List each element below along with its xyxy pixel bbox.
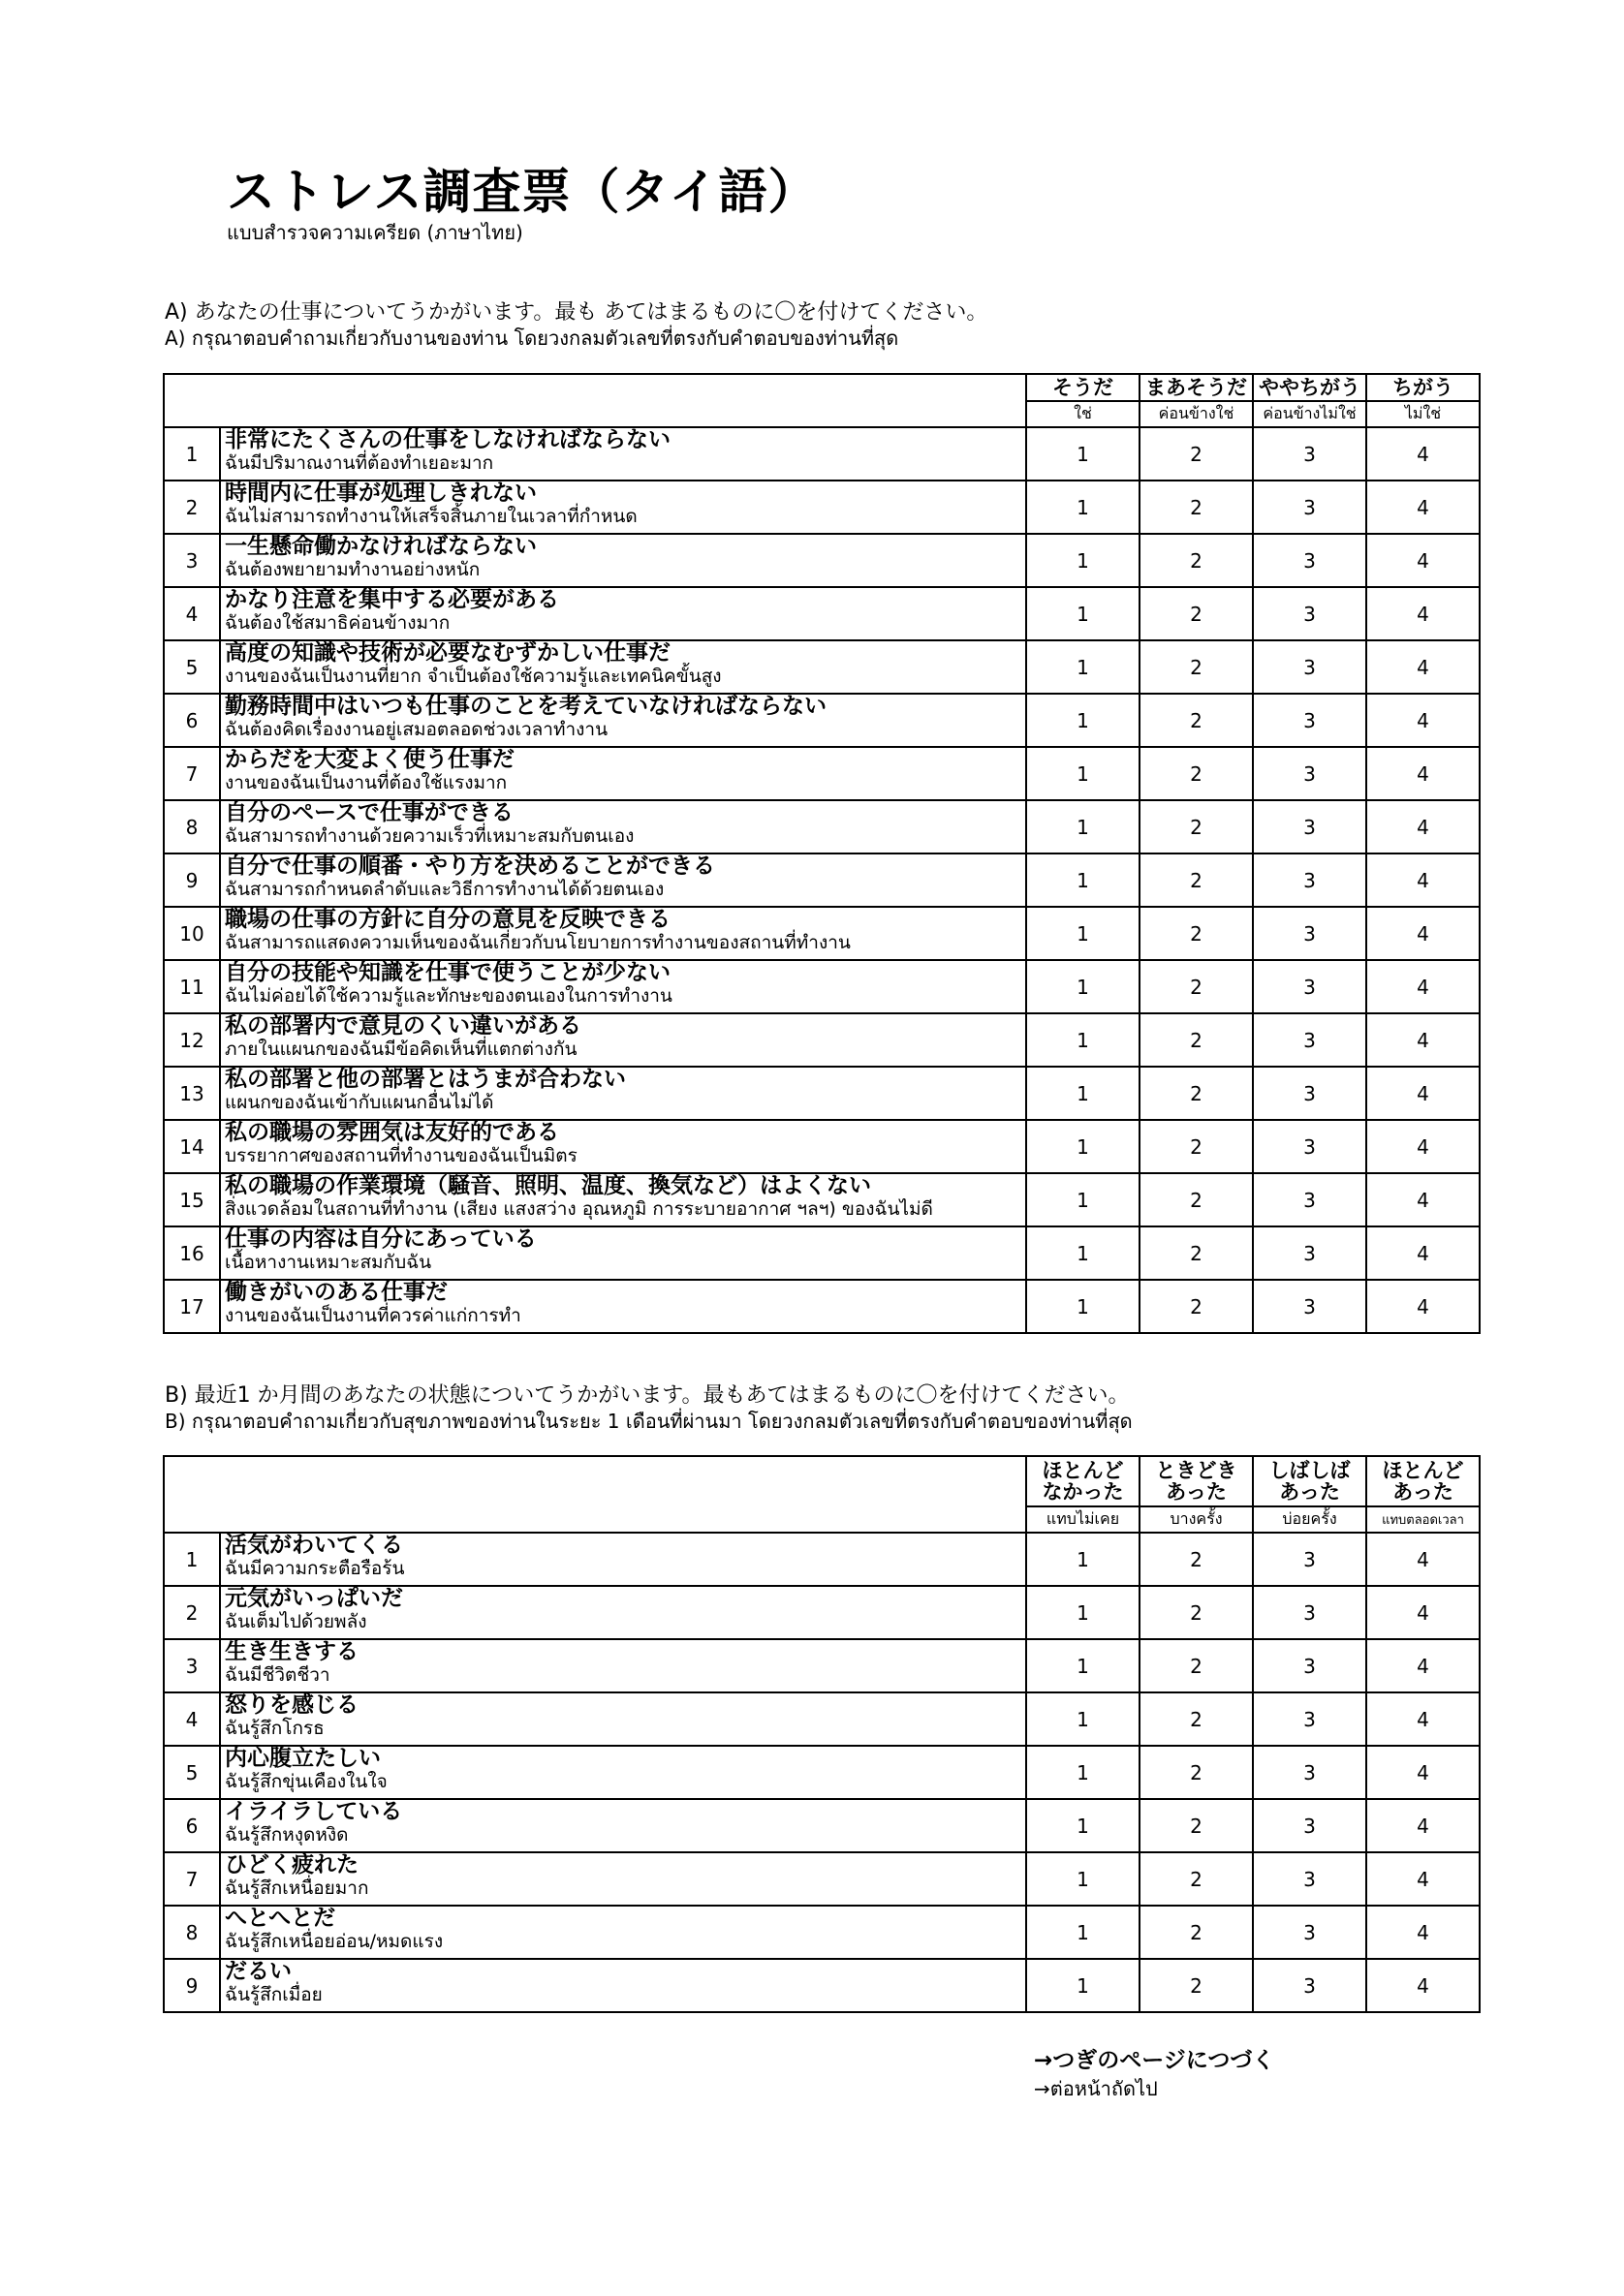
question-number: 8 xyxy=(164,800,220,853)
question-number: 9 xyxy=(164,853,220,907)
question-row xyxy=(164,853,1480,907)
answer-option-1[interactable]: 1 xyxy=(1026,1959,1140,2012)
answer-option-2[interactable]: 2 xyxy=(1140,1533,1253,1586)
answer-option-2[interactable]: 2 xyxy=(1140,427,1253,481)
answer-option-1[interactable]: 1 xyxy=(1026,960,1140,1013)
answer-option-1[interactable]: 1 xyxy=(1026,481,1140,534)
question-number: 2 xyxy=(164,1586,220,1639)
question-number: 5 xyxy=(164,640,220,694)
question-text xyxy=(220,1959,1026,2012)
answer-option-1[interactable]: 1 xyxy=(1026,1226,1140,1280)
answer-option-2[interactable]: 2 xyxy=(1140,1013,1253,1067)
answer-option-1[interactable]: 1 xyxy=(1026,800,1140,853)
answer-option-1[interactable]: 1 xyxy=(1026,534,1140,587)
question-text-jp: 私の部署と他の部署とはうまが合わない xyxy=(225,1067,626,1092)
answer-option-3[interactable]: 3 xyxy=(1253,1959,1366,2012)
question-text xyxy=(220,1692,1026,1746)
header-th: บ่อยครั้ง xyxy=(1253,1506,1366,1533)
footer-continue-jp: →つぎのページにつづく xyxy=(1034,2048,1275,2073)
answer-option-2[interactable]: 2 xyxy=(1140,960,1253,1013)
answer-option-4[interactable]: 4 xyxy=(1366,1280,1480,1333)
answer-option-4[interactable]: 4 xyxy=(1366,1226,1480,1280)
header-th: ค่อนข้างใช่ xyxy=(1140,401,1253,427)
question-text-th: ฉันสามารถกำหนดลำดับและวิธีการทำงานได้ด้วยตนเอง xyxy=(225,879,665,900)
answer-option-4[interactable]: 4 xyxy=(1366,907,1480,960)
question-number: 6 xyxy=(164,1799,220,1852)
answer-option-2[interactable]: 2 xyxy=(1140,1067,1253,1120)
answer-option-4[interactable]: 4 xyxy=(1366,1639,1480,1692)
question-row xyxy=(164,1799,1480,1852)
question-text-jp: 勤務時間中はいつも仕事のことを考えていなければならない xyxy=(225,694,827,719)
question-row xyxy=(164,747,1480,800)
question-text xyxy=(220,1586,1026,1639)
question-text-jp: 私の部署内で意見のくい違いがある xyxy=(225,1013,581,1039)
answer-option-3[interactable]: 3 xyxy=(1253,427,1366,481)
header-th: แทบตลอดเวลา xyxy=(1366,1506,1480,1533)
question-text xyxy=(220,747,1026,800)
answer-option-1[interactable]: 1 xyxy=(1026,853,1140,907)
section-a-table xyxy=(163,373,1481,1334)
question-text xyxy=(220,960,1026,1013)
question-number: 4 xyxy=(164,587,220,640)
question-text-th: ฉันสามารถแสดงความเห็นของฉันเกี่ยวกับนโยบายการทำงานของสถานที่ทำงาน xyxy=(225,932,851,953)
answer-option-4[interactable]: 4 xyxy=(1366,1852,1480,1906)
question-text-jp: ひどく疲れた xyxy=(225,1852,359,1877)
question-text-th: ภายในแผนกของฉันมีข้อคิดเห็นที่แตกต่างกัน xyxy=(225,1039,578,1060)
question-number: 2 xyxy=(164,481,220,534)
question-number: 11 xyxy=(164,960,220,1013)
question-text-th: ฉันเต็มไปด้วยพลัง xyxy=(225,1611,367,1632)
question-text xyxy=(220,1533,1026,1586)
question-text xyxy=(220,534,1026,587)
answer-option-3[interactable]: 3 xyxy=(1253,534,1366,587)
question-number: 16 xyxy=(164,1226,220,1280)
question-text-jp: 内心腹立たしい xyxy=(225,1746,381,1771)
question-row xyxy=(164,534,1480,587)
question-text-jp: 私の職場の作業環境（騒音、照明、温度、換気など）はよくない xyxy=(225,1173,871,1198)
question-text-th: ฉันรู้สึกเมื่อย xyxy=(225,1984,323,2005)
question-text-jp: だるい xyxy=(225,1959,292,1984)
answer-option-3[interactable]: 3 xyxy=(1253,800,1366,853)
question-text-jp: 自分のペースで仕事ができる xyxy=(225,800,514,825)
header-jp: ほとんど なかった xyxy=(1026,1456,1140,1506)
question-text xyxy=(220,1639,1026,1692)
question-number: 7 xyxy=(164,1852,220,1906)
answer-option-2[interactable]: 2 xyxy=(1140,800,1253,853)
question-number: 7 xyxy=(164,747,220,800)
answer-option-3[interactable]: 3 xyxy=(1253,853,1366,907)
question-text-jp: 仕事の内容は自分にあっている xyxy=(225,1226,537,1252)
answer-option-1[interactable]: 1 xyxy=(1026,1533,1140,1586)
answer-option-3[interactable]: 3 xyxy=(1253,960,1366,1013)
question-row xyxy=(164,1120,1480,1173)
question-text xyxy=(220,1120,1026,1173)
question-text xyxy=(220,1226,1026,1280)
question-text-jp: 高度の知識や技術が必要なむずかしい仕事だ xyxy=(225,640,671,666)
question-number: 12 xyxy=(164,1013,220,1067)
answer-option-1[interactable]: 1 xyxy=(1026,1692,1140,1746)
answer-option-1[interactable]: 1 xyxy=(1026,907,1140,960)
answer-option-4[interactable]: 4 xyxy=(1366,853,1480,907)
answer-option-4[interactable]: 4 xyxy=(1366,481,1480,534)
question-row xyxy=(164,1226,1480,1280)
section-b-table xyxy=(163,1455,1481,2013)
question-number: 8 xyxy=(164,1906,220,1959)
question-text-jp: 私の職場の雰囲気は友好的である xyxy=(225,1120,559,1145)
question-number: 3 xyxy=(164,1639,220,1692)
question-row xyxy=(164,1746,1480,1799)
answer-option-2[interactable]: 2 xyxy=(1140,1959,1253,2012)
answer-option-4[interactable]: 4 xyxy=(1366,534,1480,587)
question-row xyxy=(164,1586,1480,1639)
question-row xyxy=(164,960,1480,1013)
question-number: 5 xyxy=(164,1746,220,1799)
question-text-th: เนื้อหางานเหมาะสมกับฉัน xyxy=(225,1252,432,1273)
answer-option-4[interactable]: 4 xyxy=(1366,587,1480,640)
question-row xyxy=(164,1692,1480,1746)
question-text-jp: かなり注意を集中する必要がある xyxy=(225,587,559,612)
answer-option-4[interactable]: 4 xyxy=(1366,1959,1480,2012)
answer-option-4[interactable]: 4 xyxy=(1366,427,1480,481)
answer-option-3[interactable]: 3 xyxy=(1253,1120,1366,1173)
question-row xyxy=(164,481,1480,534)
question-text xyxy=(220,427,1026,481)
header-blank xyxy=(164,1456,1026,1533)
header-th: บางครั้ง xyxy=(1140,1506,1253,1533)
question-text-jp: 元気がいっぱいだ xyxy=(225,1586,403,1611)
answer-option-3[interactable]: 3 xyxy=(1253,1013,1366,1067)
section-a-instruction-th: A) กรุณาตอบคำถามเกี่ยวกับงานของท่าน โดยวงกลมตัวเลขที่ตรงกับคำตอบของท่านที่สุด xyxy=(165,326,899,350)
answer-option-2[interactable]: 2 xyxy=(1140,640,1253,694)
answer-option-1[interactable]: 1 xyxy=(1026,747,1140,800)
question-text-th: ฉันสามารถทำงานด้วยความเร็วที่เหมาะสมกับตนเอง xyxy=(225,825,635,847)
section-a-instruction-jp: A) あなたの仕事についてうかがいます。最も あてはまるものに〇を付けてください。 xyxy=(165,300,988,325)
answer-option-3[interactable]: 3 xyxy=(1253,1280,1366,1333)
question-text-th: แผนกของฉันเข้ากับแผนกอื่นไม่ได้ xyxy=(225,1092,494,1113)
answer-option-2[interactable]: 2 xyxy=(1140,1639,1253,1692)
question-text-jp: からだを大変よく使う仕事だ xyxy=(225,747,515,772)
question-text-jp: 職場の仕事の方針に自分の意見を反映できる xyxy=(225,907,671,932)
answer-option-3[interactable]: 3 xyxy=(1253,1692,1366,1746)
question-text xyxy=(220,481,1026,534)
answer-option-2[interactable]: 2 xyxy=(1140,1852,1253,1906)
answer-option-3[interactable]: 3 xyxy=(1253,640,1366,694)
question-number: 9 xyxy=(164,1959,220,2012)
question-text xyxy=(220,907,1026,960)
question-text-th: ฉันไม่สามารถทำงานให้เสร็จสิ้นภายในเวลาที่กำหนด xyxy=(225,506,638,527)
header-jp: しばしば あった xyxy=(1253,1456,1366,1506)
question-number: 4 xyxy=(164,1692,220,1746)
question-text xyxy=(220,640,1026,694)
question-text xyxy=(220,1799,1026,1852)
question-row xyxy=(164,1906,1480,1959)
answer-option-3[interactable]: 3 xyxy=(1253,587,1366,640)
answer-option-1[interactable]: 1 xyxy=(1026,1586,1140,1639)
question-number: 13 xyxy=(164,1067,220,1120)
question-text xyxy=(220,800,1026,853)
answer-option-2[interactable]: 2 xyxy=(1140,907,1253,960)
question-row xyxy=(164,1639,1480,1692)
header-jp: ちがう xyxy=(1366,374,1480,401)
question-text-jp: 非常にたくさんの仕事をしなければならない xyxy=(225,427,671,452)
header-th: แทบไม่เคย xyxy=(1026,1506,1140,1533)
answer-option-1[interactable]: 1 xyxy=(1026,587,1140,640)
question-row xyxy=(164,1959,1480,2012)
question-text-jp: 生き生きする xyxy=(225,1639,359,1664)
question-text-jp: 自分で仕事の順番・やり方を決めることができる xyxy=(225,853,715,879)
answer-option-2[interactable]: 2 xyxy=(1140,1280,1253,1333)
question-row xyxy=(164,427,1480,481)
answer-option-1[interactable]: 1 xyxy=(1026,1746,1140,1799)
answer-option-3[interactable]: 3 xyxy=(1253,1799,1366,1852)
answer-option-4[interactable]: 4 xyxy=(1366,1173,1480,1226)
answer-option-4[interactable]: 4 xyxy=(1366,1746,1480,1799)
question-number: 1 xyxy=(164,1533,220,1586)
answer-option-4[interactable]: 4 xyxy=(1366,694,1480,747)
question-text xyxy=(220,1280,1026,1333)
question-text xyxy=(220,1746,1026,1799)
question-text-th: ฉันไม่ค่อยได้ใช้ความรู้และทักษะของตนเองในการทำงาน xyxy=(225,985,672,1007)
question-text-th: ฉันมีปริมาณงานที่ต้องทำเยอะมาก xyxy=(225,452,494,474)
question-text-jp: へとへとだ xyxy=(225,1906,336,1931)
question-text-jp: 自分の技能や知識を仕事で使うことが少ない xyxy=(225,960,671,985)
question-number: 10 xyxy=(164,907,220,960)
question-text-jp: 働きがいのある仕事だ xyxy=(225,1280,448,1305)
question-text-th: สิ่งแวดล้อมในสถานที่ทำงาน (เสียง แสงสว่าง อุณหภูมิ การระบายอากาศ ฯลฯ) ของฉันไม่ดี xyxy=(225,1198,933,1220)
question-text-jp: イライラしている xyxy=(225,1799,403,1824)
answer-option-3[interactable]: 3 xyxy=(1253,481,1366,534)
question-text-jp: 時間内に仕事が処理しきれない xyxy=(225,481,537,506)
header-jp: ややちがう xyxy=(1253,374,1366,401)
question-text-jp: 活気がわいてくる xyxy=(225,1533,403,1558)
answer-option-1[interactable]: 1 xyxy=(1026,1799,1140,1852)
question-text-th: งานของฉันเป็นงานที่ยาก จำเป็นต้องใช้ความรู้และเทคนิคขั้นสูง xyxy=(225,666,722,687)
answer-option-4[interactable]: 4 xyxy=(1366,1067,1480,1120)
answer-option-2[interactable]: 2 xyxy=(1140,481,1253,534)
question-row xyxy=(164,1067,1480,1120)
answer-option-4[interactable]: 4 xyxy=(1366,640,1480,694)
answer-option-2[interactable]: 2 xyxy=(1140,1799,1253,1852)
question-row xyxy=(164,1280,1480,1333)
answer-option-2[interactable]: 2 xyxy=(1140,1692,1253,1746)
header-th: ไม่ใช่ xyxy=(1366,401,1480,427)
question-number: 1 xyxy=(164,427,220,481)
page-subtitle: แบบสำรวจความเครียด (ภาษาไทย) xyxy=(227,221,523,244)
answer-option-2[interactable]: 2 xyxy=(1140,587,1253,640)
question-number: 15 xyxy=(164,1173,220,1226)
answer-option-3[interactable]: 3 xyxy=(1253,1639,1366,1692)
question-text-th: ฉันต้องพยายามทำงานอย่างหนัก xyxy=(225,559,481,580)
answer-option-4[interactable]: 4 xyxy=(1366,1692,1480,1746)
question-row xyxy=(164,800,1480,853)
question-text xyxy=(220,1906,1026,1959)
answer-option-1[interactable]: 1 xyxy=(1026,1120,1140,1173)
header-th: ค่อนข้างไม่ใช่ xyxy=(1253,401,1366,427)
question-number: 17 xyxy=(164,1280,220,1333)
question-number: 3 xyxy=(164,534,220,587)
section-b-instruction-th: B) กรุณาตอบคำถามเกี่ยวกับสุขภาพของท่านในระยะ 1 เดือนที่ผ่านมา โดยวงกลมตัวเลขที่ตรงกับคำตอบของท่านที่สุด xyxy=(165,1410,1133,1433)
question-row xyxy=(164,587,1480,640)
question-text xyxy=(220,853,1026,907)
question-row xyxy=(164,1013,1480,1067)
header-jp: ほとんど あった xyxy=(1366,1456,1480,1506)
answer-option-4[interactable]: 4 xyxy=(1366,1533,1480,1586)
question-text-th: ฉันรู้สึกขุ่นเคืองในใจ xyxy=(225,1771,388,1792)
answer-option-3[interactable]: 3 xyxy=(1253,1067,1366,1120)
answer-option-1[interactable]: 1 xyxy=(1026,1067,1140,1120)
answer-option-3[interactable]: 3 xyxy=(1253,907,1366,960)
question-text-th: งานของฉันเป็นงานที่ควรค่าแก่การทำ xyxy=(225,1305,521,1326)
answer-option-4[interactable]: 4 xyxy=(1366,1120,1480,1173)
answer-option-3[interactable]: 3 xyxy=(1253,1852,1366,1906)
question-text xyxy=(220,587,1026,640)
question-row xyxy=(164,907,1480,960)
question-row xyxy=(164,1173,1480,1226)
question-row xyxy=(164,640,1480,694)
answer-option-4[interactable]: 4 xyxy=(1366,960,1480,1013)
question-text-th: ฉันรู้สึกเหนื่อยมาก xyxy=(225,1877,369,1899)
header-jp: そうだ xyxy=(1026,374,1140,401)
footer-continue-th: →ต่อหน้าถัดไป xyxy=(1034,2077,1158,2100)
answer-option-4[interactable]: 4 xyxy=(1366,800,1480,853)
question-row xyxy=(164,694,1480,747)
question-text xyxy=(220,1013,1026,1067)
answer-option-4[interactable]: 4 xyxy=(1366,1799,1480,1852)
answer-option-1[interactable]: 1 xyxy=(1026,1639,1140,1692)
answer-option-2[interactable]: 2 xyxy=(1140,853,1253,907)
answer-option-2[interactable]: 2 xyxy=(1140,1120,1253,1173)
answer-option-2[interactable]: 2 xyxy=(1140,1586,1253,1639)
question-text-th: ฉันต้องใช้สมาธิค่อนข้างมาก xyxy=(225,612,451,634)
answer-option-3[interactable]: 3 xyxy=(1253,1173,1366,1226)
answer-option-1[interactable]: 1 xyxy=(1026,640,1140,694)
header-jp: まあそうだ xyxy=(1140,374,1253,401)
answer-option-3[interactable]: 3 xyxy=(1253,1226,1366,1280)
answer-option-4[interactable]: 4 xyxy=(1366,1586,1480,1639)
answer-option-1[interactable]: 1 xyxy=(1026,694,1140,747)
question-text-jp: 一生懸命働かなければならない xyxy=(225,534,537,559)
question-text xyxy=(220,1173,1026,1226)
question-number: 14 xyxy=(164,1120,220,1173)
question-text xyxy=(220,1067,1026,1120)
header-th: ใช่ xyxy=(1026,401,1140,427)
question-text-jp: 怒りを感じる xyxy=(225,1692,359,1718)
question-text-th: ฉันรู้สึกเหนื่อยอ่อน/หมดแรง xyxy=(225,1931,444,1952)
question-text-th: ฉันมีชีวิตชีวา xyxy=(225,1664,330,1686)
question-text-th: บรรยากาศของสถานที่ทำงานของฉันเป็นมิตร xyxy=(225,1145,578,1166)
answer-option-2[interactable]: 2 xyxy=(1140,1173,1253,1226)
answer-option-2[interactable]: 2 xyxy=(1140,694,1253,747)
answer-option-3[interactable]: 3 xyxy=(1253,1746,1366,1799)
question-text-th: งานของฉันเป็นงานที่ต้องใช้แรงมาก xyxy=(225,772,508,793)
answer-option-1[interactable]: 1 xyxy=(1026,1280,1140,1333)
answer-option-3[interactable]: 3 xyxy=(1253,1586,1366,1639)
answer-option-2[interactable]: 2 xyxy=(1140,747,1253,800)
answer-option-4[interactable]: 4 xyxy=(1366,1906,1480,1959)
answer-option-1[interactable]: 1 xyxy=(1026,427,1140,481)
question-row xyxy=(164,1852,1480,1906)
question-text xyxy=(220,694,1026,747)
header-blank xyxy=(164,374,1026,427)
question-text-th: ฉันต้องคิดเรื่องงานอยู่เสมอตลอดช่วงเวลาทำงาน xyxy=(225,719,609,740)
answer-option-2[interactable]: 2 xyxy=(1140,1906,1253,1959)
answer-option-4[interactable]: 4 xyxy=(1366,1013,1480,1067)
answer-option-1[interactable]: 1 xyxy=(1026,1013,1140,1067)
answer-option-2[interactable]: 2 xyxy=(1140,1226,1253,1280)
answer-option-1[interactable]: 1 xyxy=(1026,1906,1140,1959)
question-number: 6 xyxy=(164,694,220,747)
question-text-th: ฉันรู้สึกโกรธ xyxy=(225,1718,325,1739)
answer-option-3[interactable]: 3 xyxy=(1253,1906,1366,1959)
page-title: ストレス調査票（タイ語） xyxy=(227,164,818,220)
question-text xyxy=(220,1852,1026,1906)
answer-option-1[interactable]: 1 xyxy=(1026,1852,1140,1906)
answer-option-3[interactable]: 3 xyxy=(1253,747,1366,800)
answer-option-3[interactable]: 3 xyxy=(1253,694,1366,747)
answer-option-1[interactable]: 1 xyxy=(1026,1173,1140,1226)
question-row xyxy=(164,1533,1480,1586)
header-jp: ときどき あった xyxy=(1140,1456,1253,1506)
question-text-th: ฉันรู้สึกหงุดหงิด xyxy=(225,1824,349,1846)
answer-option-4[interactable]: 4 xyxy=(1366,747,1480,800)
section-b-instruction-jp: B) 最近1 か月間のあなたの状態についてうかがいます。最もあてはまるものに〇を付けてください。 xyxy=(165,1383,1130,1408)
answer-option-2[interactable]: 2 xyxy=(1140,1746,1253,1799)
question-text-th: ฉันมีความกระตือรือร้น xyxy=(225,1558,405,1579)
answer-option-2[interactable]: 2 xyxy=(1140,534,1253,587)
answer-option-3[interactable]: 3 xyxy=(1253,1533,1366,1586)
